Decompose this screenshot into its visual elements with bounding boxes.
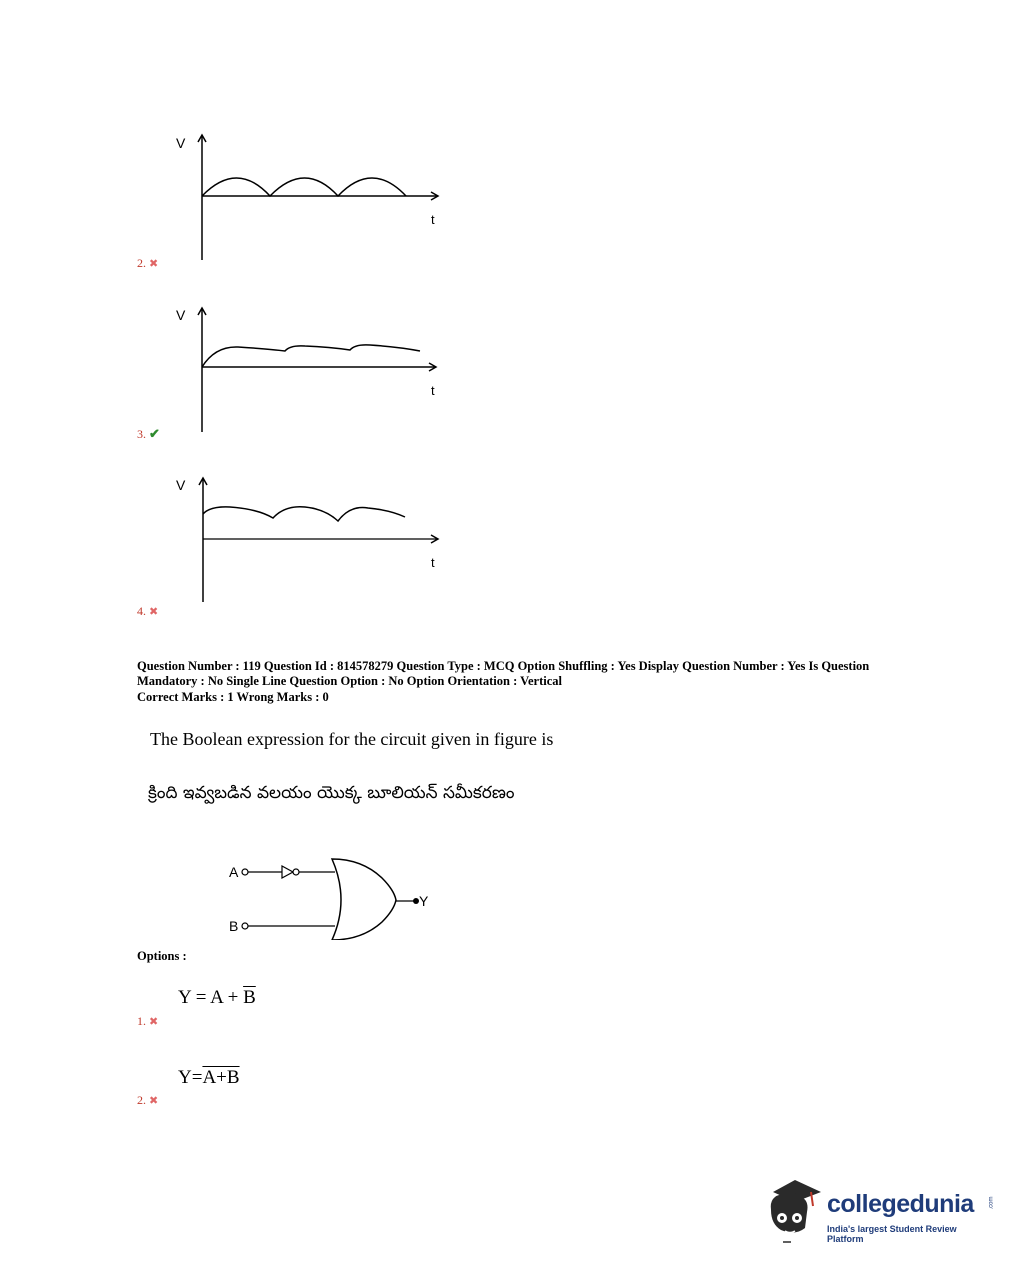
question-text-english: The Boolean expression for the circuit given in figure is	[150, 729, 554, 749]
option-1-formula	[178, 987, 256, 1009]
waveform-graph-option-2	[170, 130, 460, 270]
wrong-mark-icon: ✖	[149, 606, 159, 618]
mascot-icon	[765, 1176, 827, 1246]
wrong-mark-icon: ✖	[149, 1095, 159, 1107]
option-1-label	[137, 1014, 158, 1029]
logo-tagline: India's largest Student Review Platform	[827, 1224, 957, 1244]
formula-overlined: A+B	[202, 1067, 240, 1088]
or-gate-icon	[332, 859, 396, 940]
wrong-mark-icon: ✖	[149, 1016, 159, 1028]
axis-v-label: V	[176, 307, 186, 323]
logo-suffix: .com	[988, 1196, 995, 1210]
question-meta-line-1: Question Number : 119 Question Id : 814578279 Question Type : MCQ Option Shuffling : Yes Display Question Number : Yes Is Question Mandatory : No Single Line Question Option : No Option Orientation : Vertical	[137, 659, 870, 688]
option-4-label	[137, 604, 158, 619]
wrong-mark-icon: ✖	[149, 258, 159, 270]
option-3-label	[137, 426, 160, 442]
output-y-label: Y	[419, 893, 429, 909]
correct-mark-icon: ✔	[149, 426, 160, 441]
input-b-label: B	[229, 918, 239, 934]
option-number: 2.	[137, 1093, 146, 1107]
formula-lhs: Y = A +	[178, 987, 244, 1008]
formula-overlined: $\overline{B}$	[243, 987, 256, 1008]
axis-v-label: V	[176, 135, 186, 151]
option-number: 2.	[137, 256, 146, 270]
not-gate-icon	[282, 866, 293, 878]
axis-v-label: V	[176, 477, 186, 493]
logo-name: collegedunia	[827, 1190, 974, 1218]
formula-lhs: Y=	[178, 1067, 203, 1088]
option-2b-label	[137, 1093, 158, 1108]
input-a-label: A	[229, 864, 239, 880]
options-heading: Options :	[137, 949, 187, 963]
question-metadata	[137, 659, 897, 705]
waveform-graph-option-3	[170, 300, 460, 440]
axis-t-label: t	[431, 383, 435, 398]
option-2-formula	[178, 1067, 240, 1089]
circuit-diagram	[222, 850, 442, 940]
option-number: 1.	[137, 1014, 146, 1028]
waveform-graph-option-4	[170, 472, 460, 612]
question-text-telugu: క్రింది ఇవ్వబడిన వలయం యొక్క బూలియన్ సమీకరణం	[148, 783, 515, 803]
axis-t-label: t	[431, 212, 435, 227]
option-number: 4.	[137, 604, 146, 618]
collegedunia-logo	[765, 1176, 995, 1246]
option-2-label	[137, 256, 158, 271]
question-meta-line-2: Correct Marks : 1 Wrong Marks : 0	[137, 690, 329, 704]
option-number: 3.	[137, 427, 146, 441]
axis-t-label: t	[431, 555, 435, 570]
